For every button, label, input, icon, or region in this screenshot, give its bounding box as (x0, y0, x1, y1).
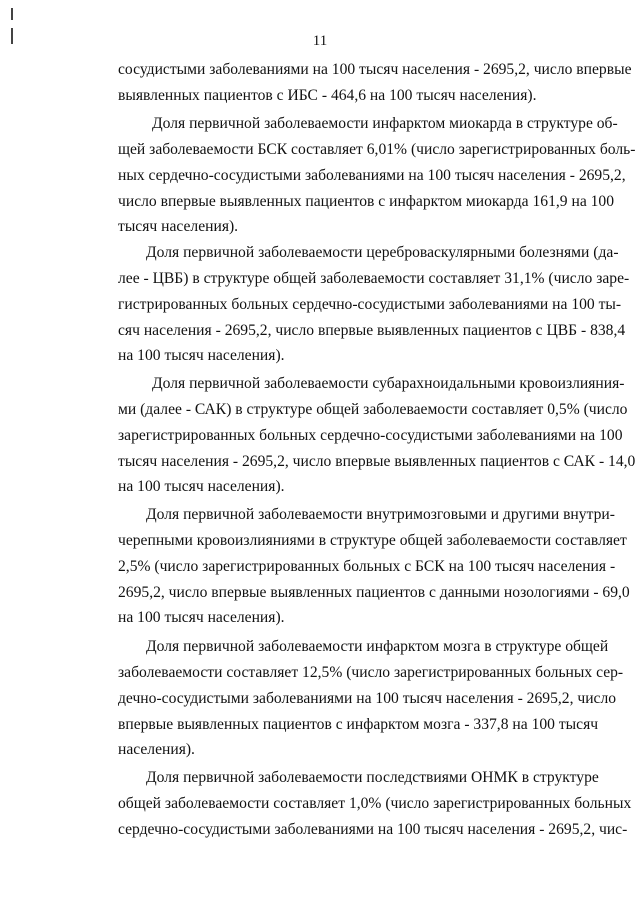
text-line: гистрированных больных сердечно-сосудистыми заболеваниями на 100 ты- (118, 296, 622, 313)
text-line: сердечно-сосудистыми заболеваниями на 100 тысяч населения - 2695,2, чис- (118, 821, 628, 838)
text-line: ми (далее - САК) в структуре общей заболеваемости составляет 0,5% (число (118, 401, 628, 418)
text-line: на 100 тысяч населения). (118, 347, 285, 364)
text-line: на 100 тысяч населения). (118, 609, 285, 626)
text-line: ных сердечно-сосудистыми заболеваниями на 100 тысяч населения - 2695,2, (118, 167, 626, 184)
text-line: Доля первичной заболеваемости цереброваскулярными болезнями (да- (146, 244, 619, 261)
text-line: выявленных пациентов с ИБС - 464,6 на 100 тысяч населения). (118, 87, 537, 104)
text-line: Доля первичной заболеваемости инфарктом миокарда в структуре об- (152, 115, 618, 132)
text-line: число впервые выявленных пациентов с инфарктом миокарда 161,9 на 100 (118, 193, 615, 210)
text-line: общей заболеваемости составляет 1,0% (число зарегистрированных больных (118, 795, 632, 812)
text-line: 2695,2, число впервые выявленных пациентов с данными нозологиями - 69,0 (118, 584, 630, 601)
margin-mark-top (11, 8, 13, 20)
text-line: лее - ЦВБ) в структуре общей заболеваемости составляет 31,1% (число заре- (118, 270, 630, 287)
text-line: населения). (118, 741, 195, 758)
text-line: Доля первичной заболеваемости инфарктом мозга в структуре общей (146, 638, 609, 655)
text-line: 2,5% (число зарегистрированных больных с БСК на 100 тысяч населения - (118, 558, 616, 575)
text-line: на 100 тысяч населения). (118, 478, 285, 495)
page-number: 11 (312, 33, 328, 49)
text-line: зарегистрированных больных сердечно-сосудистыми заболеваниями на 100 (118, 427, 623, 444)
text-line: Доля первичной заболеваемости субарахноидальными кровоизлияния- (152, 375, 625, 392)
text-line: дечно-сосудистыми заболеваниями на 100 тысяч населения - 2695,2, число (118, 690, 617, 707)
text-line: Доля первичной заболеваемости последствиями ОНМК в структуре (146, 769, 599, 786)
text-line: заболеваемости составляет 12,5% (число зарегистрированных больных сер- (118, 664, 624, 681)
text-line: черепными кровоизлияниями в структуре общей заболеваемости составляет (118, 532, 627, 549)
text-line: сосудистыми заболеваниями на 100 тысяч населения - 2695,2, число впервые (118, 61, 632, 78)
text-line: сяч населения - 2695,2, число впервые выявленных пациентов с ЦВБ - 838,4 (118, 322, 626, 339)
text-line: тысяч населения - 2695,2, число впервые выявленных пациентов с САК - 14,0 (118, 453, 636, 470)
text-line: впервые выявленных пациентов с инфарктом мозга - 337,8 на 100 тысяч (118, 716, 599, 733)
text-line: щей заболеваемости БСК составляет 6,01% (число зарегистрированных боль- (118, 141, 636, 158)
text-line: тысяч населения). (118, 218, 239, 235)
text-line: Доля первичной заболеваемости внутримозговыми и другими внутри- (146, 506, 615, 523)
